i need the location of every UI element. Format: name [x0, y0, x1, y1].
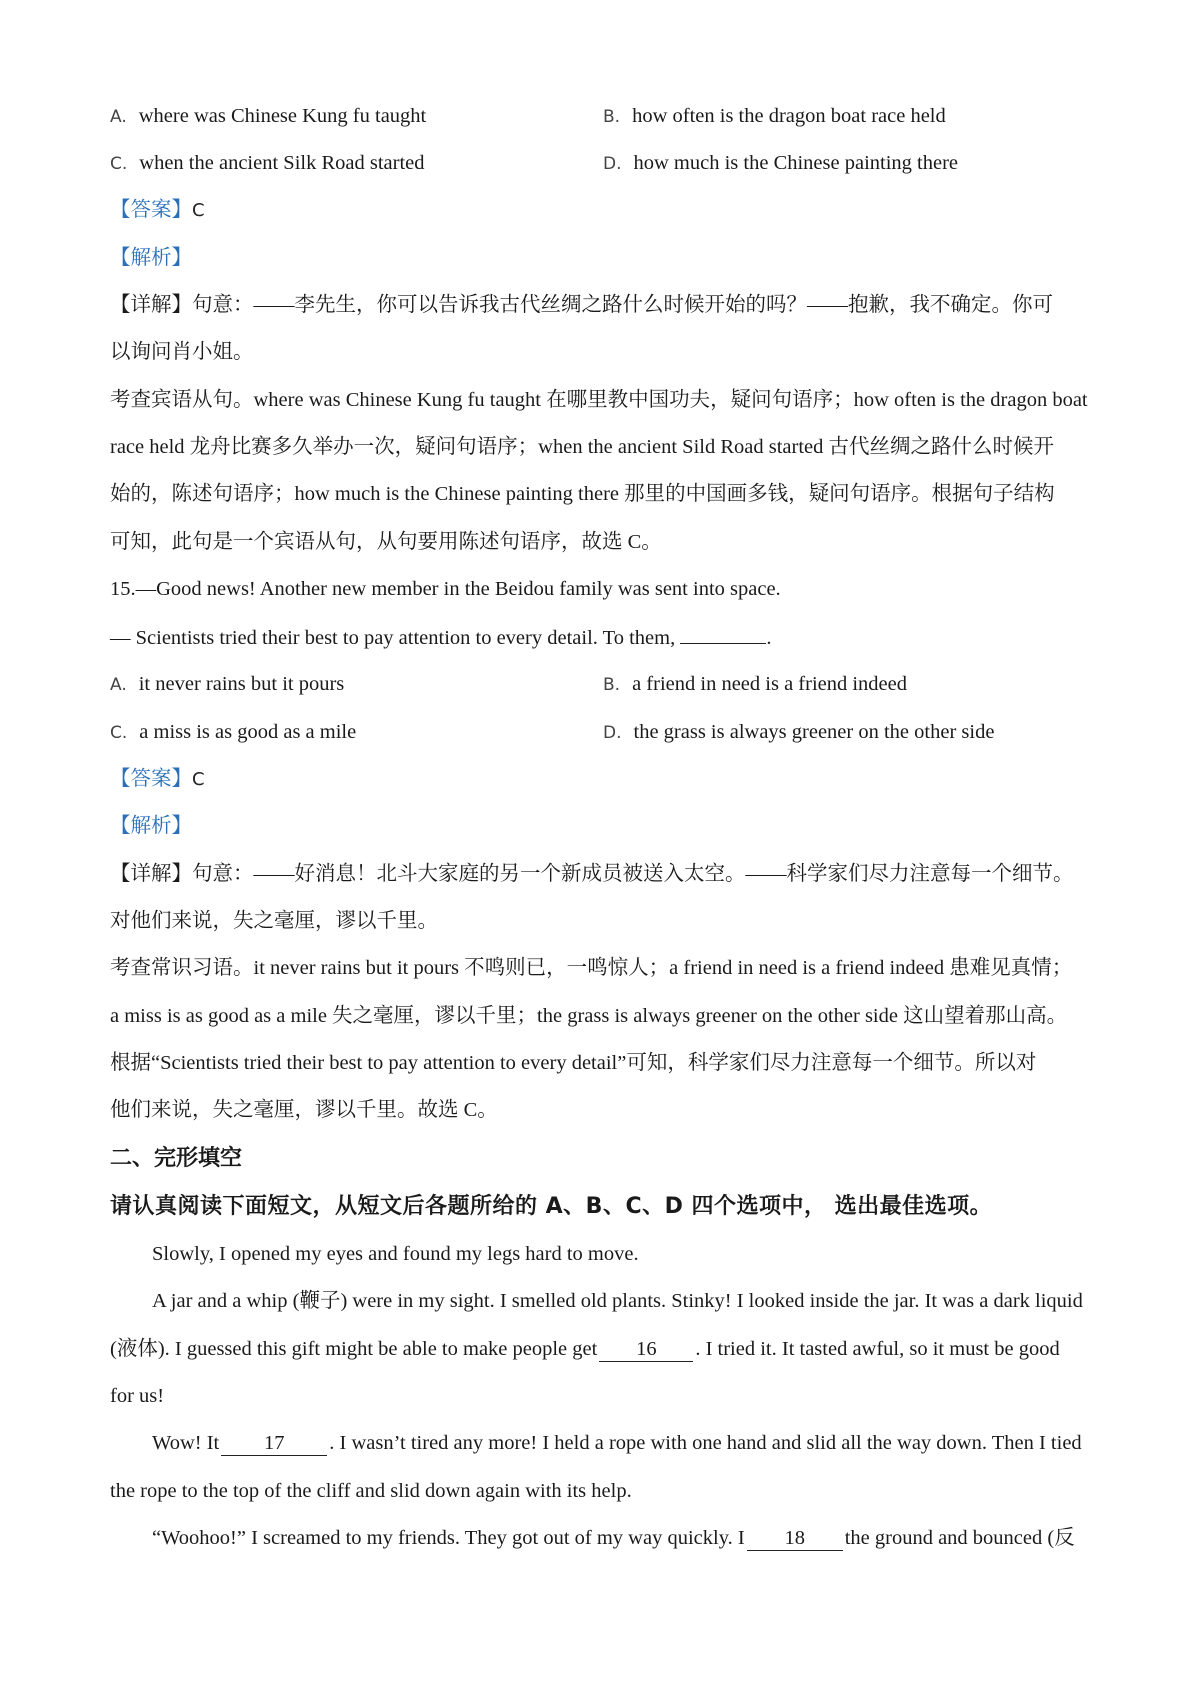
- passage-paragraph-2-line2: [110, 1337, 1100, 1362]
- option-letter: D.: [603, 723, 622, 743]
- q15-stem-text: — Scientists tried their best to pay attention to every detail. To them,: [110, 627, 681, 649]
- answer-value: C: [192, 769, 205, 790]
- q14-option-a: [110, 104, 426, 129]
- q15-option-b: [603, 672, 907, 697]
- blank-16: 16: [599, 1339, 693, 1362]
- q15-option-c: [110, 720, 356, 745]
- q15-stem-end: .: [766, 627, 772, 649]
- option-text: a miss is as good as a mile: [139, 721, 357, 743]
- q15-detail-line: 他们来说，失之毫厘，谬以千里。故选 C。: [110, 1099, 498, 1121]
- q15-stem-line1: 15.—Good news! Another new member in the Beidou family was sent into space.: [110, 578, 781, 600]
- q15-detail-line: 【详解】句意：——好消息！北斗大家庭的另一个新成员被送入太空。——科学家们尽力注意每一个细节。: [110, 863, 1074, 885]
- q14-detail-line: 可知，此句是一个宾语从句，从句要用陈述句语序，故选 C。: [110, 531, 662, 553]
- passage-text: (液体). I guessed this gift might be able to make people get: [110, 1338, 598, 1360]
- section-instruction: 请认真阅读下面短文，从短文后各题所给的 A、B、C、D 四个选项中， 选出最佳选项。: [110, 1194, 993, 1219]
- option-letter: A.: [110, 675, 127, 695]
- q14-detail-line: 以询问肖小姐。: [110, 341, 254, 363]
- q14-analysis-label: 【解析】: [110, 247, 192, 269]
- answer-value: C: [192, 200, 205, 221]
- passage-paragraph-2-line1: A jar and a whip (鞭子) were in my sight. I smelled old plants. Stinky! I looked inside the jar. It was a dark liquid: [152, 1290, 1083, 1312]
- option-letter: C.: [110, 154, 128, 174]
- option-text: how often is the dragon boat race held: [632, 105, 946, 127]
- section-heading: 二、完形填空: [110, 1146, 243, 1171]
- q14-detail-line: 【详解】句意：——李先生，你可以告诉我古代丝绸之路什么时候开始的吗？——抱歉，我不确定。你可: [110, 294, 1053, 316]
- q14-option-c: [110, 151, 425, 176]
- passage-paragraph-3-line1: [152, 1431, 1142, 1456]
- q15-stem-line2: [110, 625, 1100, 651]
- passage-paragraph-2-line3: for us!: [110, 1385, 165, 1407]
- option-letter: A.: [110, 107, 127, 127]
- passage-paragraph-4: [152, 1526, 1142, 1551]
- option-text: where was Chinese Kung fu taught: [138, 105, 427, 127]
- blank-18: 18: [747, 1528, 843, 1551]
- option-text: how much is the Chinese painting there: [633, 152, 959, 174]
- q14-detail-line: 考查宾语从句。where was Chinese Kung fu taught 在哪里教中国功夫，疑问句语序；how often is the dragon boat: [110, 389, 1088, 411]
- q14-detail-line: 始的，陈述句语序；how much is the Chinese painting there 那里的中国画多钱，疑问句语序。根据句子结构: [110, 483, 1055, 505]
- q15-answer: [110, 767, 1100, 792]
- passage-text: . I tried it. It tasted awful, so it must be good: [695, 1338, 1060, 1360]
- answer-label: 【答案】: [110, 199, 192, 221]
- passage-paragraph-3-line2: the rope to the top of the cliff and slid down again with its help.: [110, 1480, 632, 1502]
- q15-detail-line: a miss is as good as a mile 失之毫厘，谬以千里；the grass is always greener on the other side 这山望着那山高。: [110, 1005, 1068, 1027]
- option-letter: D.: [603, 154, 622, 174]
- passage-text: “Woohoo!” I screamed to my friends. They got out of my way quickly. I: [152, 1527, 745, 1549]
- q14-option-d: [603, 151, 958, 176]
- q14-answer: [110, 198, 1100, 223]
- option-letter: B.: [603, 675, 621, 695]
- passage-text: Wow! It: [152, 1432, 220, 1454]
- q15-detail-line: 根据“Scientists tried their best to pay attention to every detail”可知，科学家们尽力注意每一个细节。所以对: [110, 1052, 1037, 1074]
- q14-detail-line: race held 龙舟比赛多久举办一次，疑问句语序；when the ancient Sild Road started 古代丝绸之路什么时候开: [110, 436, 1055, 458]
- option-letter: C.: [110, 723, 128, 743]
- passage-paragraph-1: Slowly, I opened my eyes and found my legs hard to move.: [152, 1243, 639, 1265]
- answer-blank: [680, 625, 766, 644]
- option-text: a friend in need is a friend indeed: [632, 673, 908, 695]
- q15-option-d: [603, 720, 994, 745]
- q15-detail-line: 对他们来说，失之毫厘，谬以千里。: [110, 910, 438, 932]
- passage-text: . I wasn’t tired any more! I held a rope with one hand and slid all the way down. Then I tied: [329, 1432, 1082, 1454]
- option-letter: B.: [603, 107, 621, 127]
- q14-option-b: [603, 104, 946, 129]
- option-text: the grass is always greener on the other side: [633, 721, 995, 743]
- q15-option-a: [110, 672, 344, 697]
- answer-label: 【答案】: [110, 768, 192, 790]
- option-text: it never rains but it pours: [138, 673, 345, 695]
- blank-17: 17: [221, 1433, 327, 1456]
- q15-detail-line: 考查常识习语。it never rains but it pours 不鸣则已，一鸣惊人；a friend in need is a friend indeed 患难见真情；: [110, 957, 1073, 979]
- passage-text: the ground and bounced (反: [844, 1527, 1075, 1549]
- q15-analysis-label: 【解析】: [110, 815, 192, 837]
- option-text: when the ancient Silk Road started: [139, 152, 425, 174]
